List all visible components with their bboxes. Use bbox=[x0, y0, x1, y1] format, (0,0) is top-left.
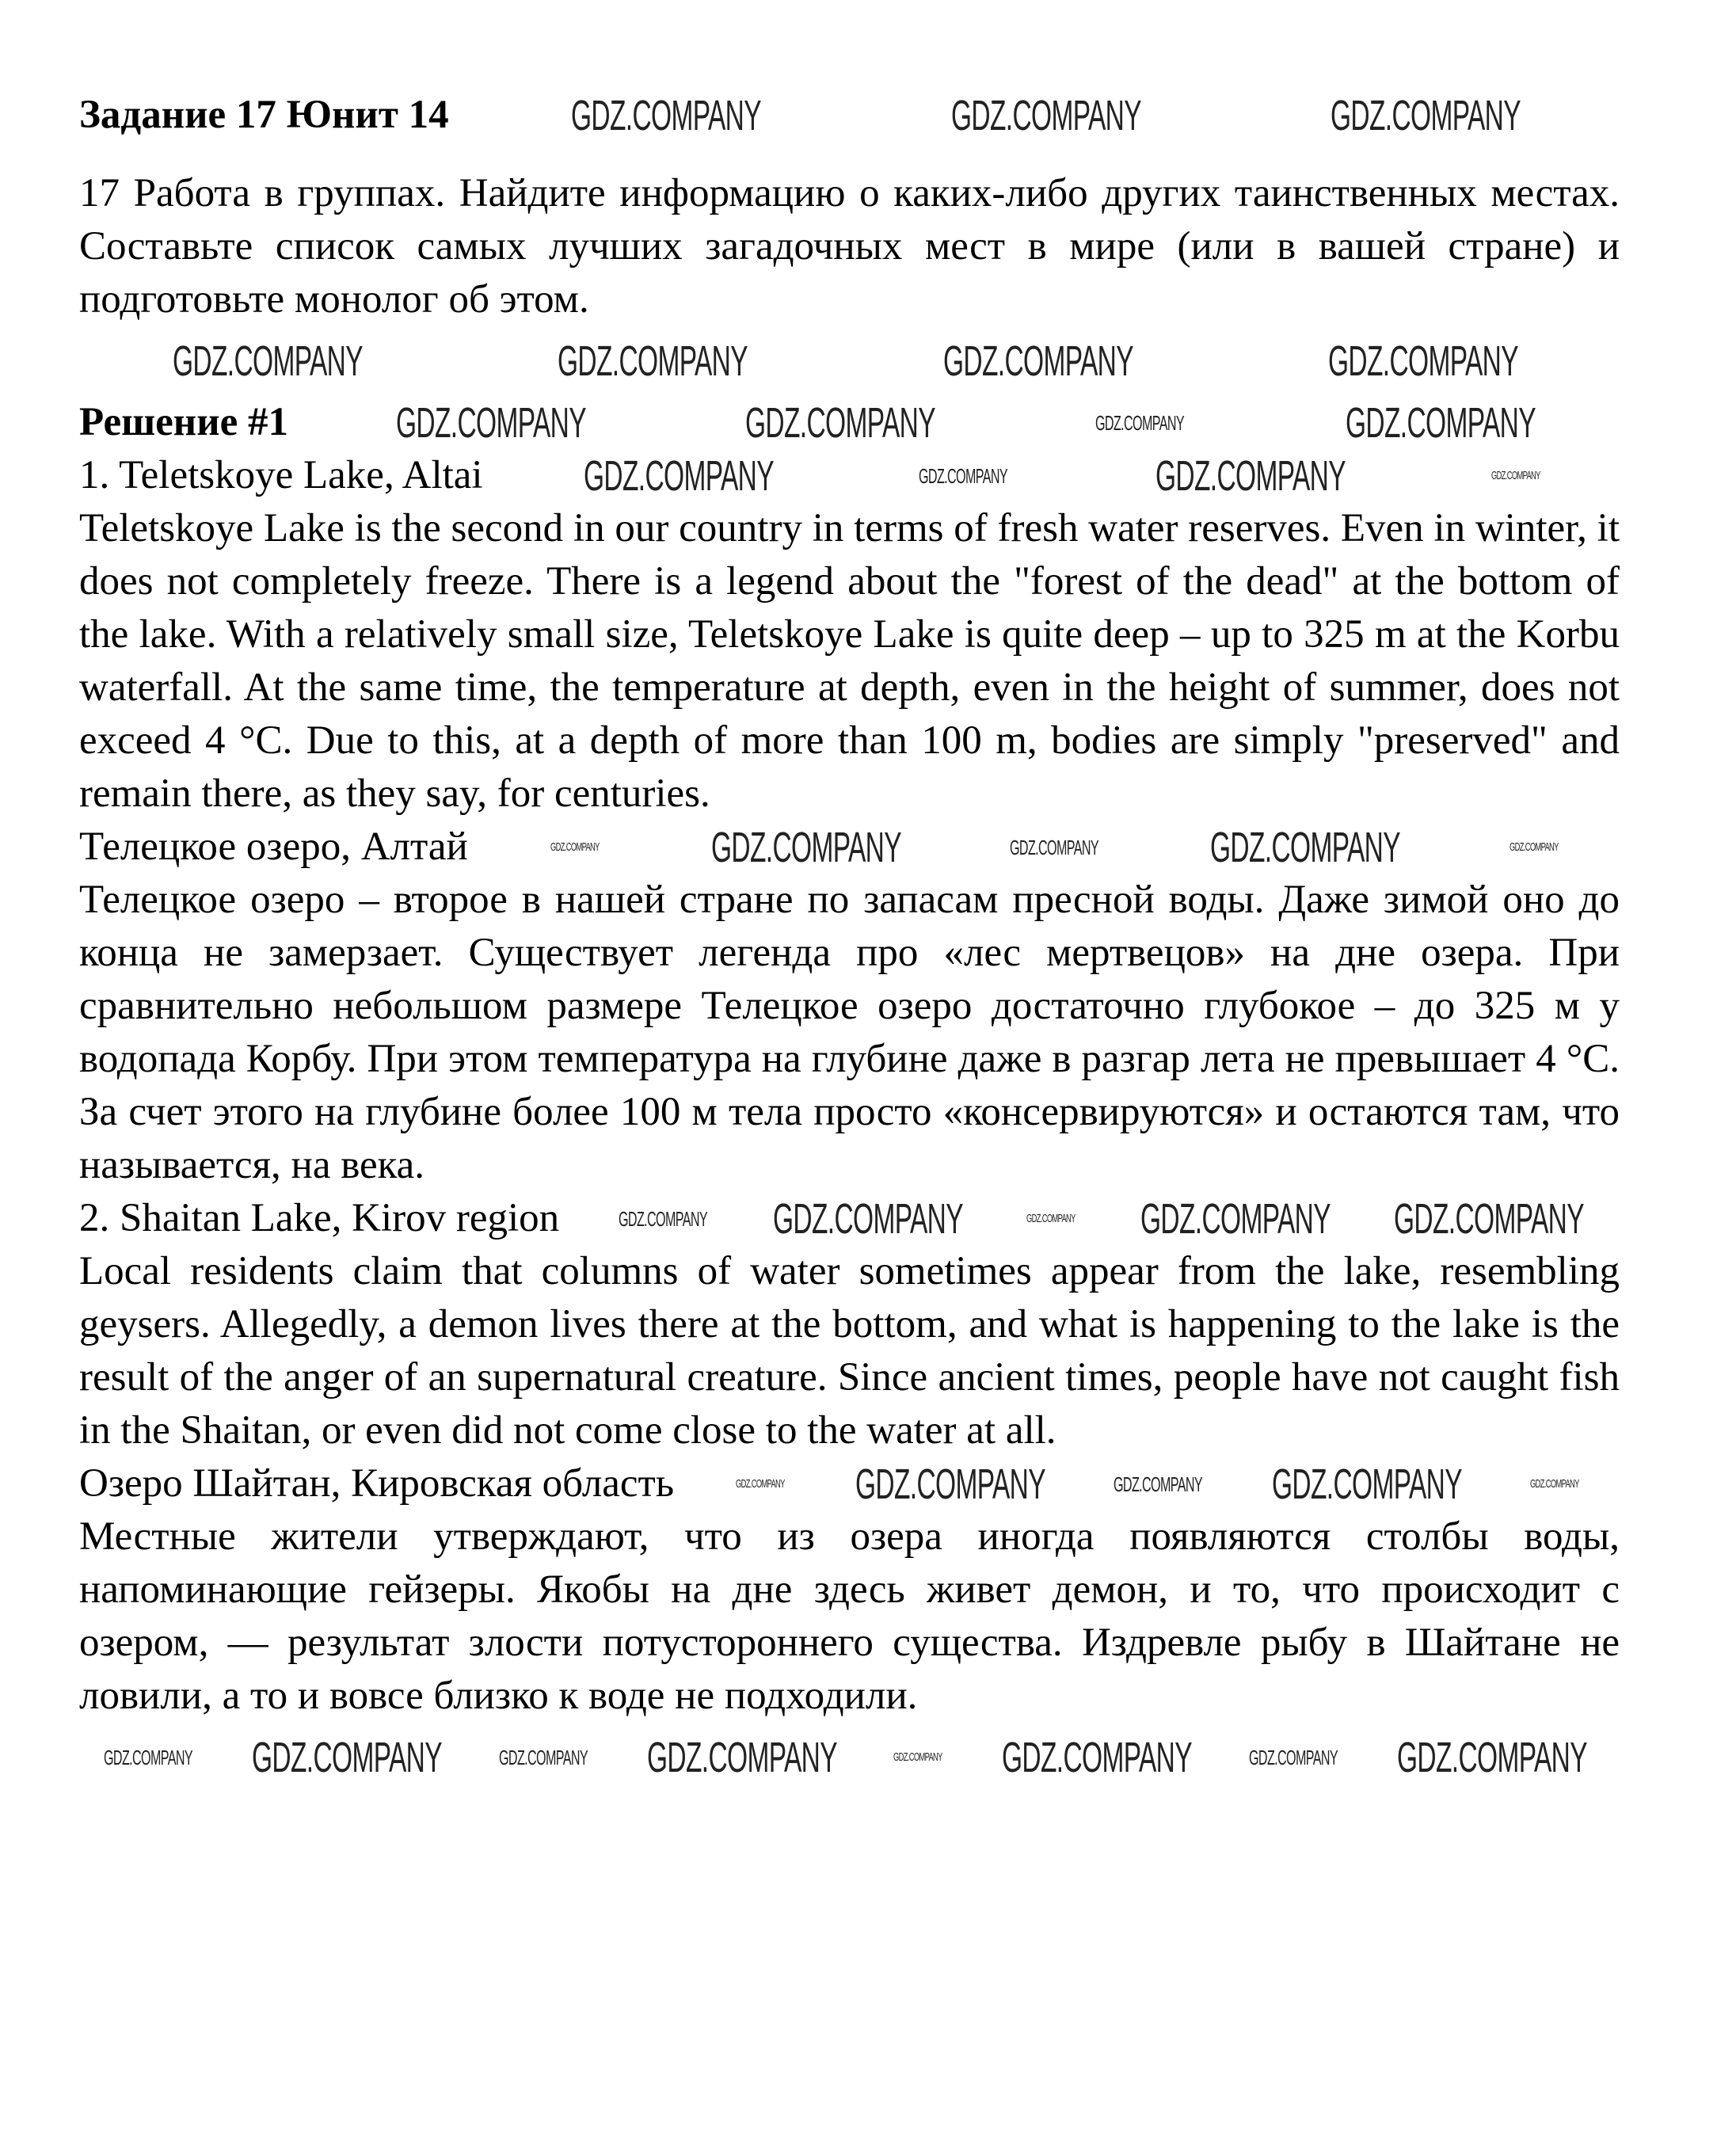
watermark: GDZ.COMPANY bbox=[1002, 1734, 1193, 1781]
watermark: GDZ.COMPANY bbox=[919, 463, 1008, 488]
watermark: GDZ.COMPANY bbox=[1327, 337, 1518, 385]
watermark: GDZ.COMPANY bbox=[1249, 1746, 1338, 1769]
watermark: GDZ.COMPANY bbox=[1491, 468, 1540, 482]
watermark: GDZ.COMPANY bbox=[550, 840, 600, 854]
watermark: GDZ.COMPANY bbox=[1331, 91, 1521, 139]
item-2-text-en: Local residents claim that columns of water sometimes appear from the lake, resembling geysers. Allegedly, a demon lives there at the bottom, and what is happening to the lake is the result of the anger of an supernatural creature. Since ancient times, people have not caught fish in the Shaitan, or even did not come close to the water at all. bbox=[79, 1249, 1620, 1453]
watermark: GDZ.COMPANY bbox=[583, 451, 774, 500]
watermark: GDZ.COMPANY bbox=[1509, 840, 1559, 854]
watermark-group bbox=[288, 399, 1620, 447]
watermark: GDZ.COMPANY bbox=[1530, 1476, 1579, 1491]
solution-title: Решение #1 bbox=[79, 400, 288, 444]
watermark: GDZ.COMPANY bbox=[855, 1460, 1045, 1508]
task-text: 17 Работа в группах. Найдите информацию о каких-либо других таинственных местах. Составьте список самых лучших загадочных мест в мире (или в вашей стране) и подготовьте монолог об этом. bbox=[79, 171, 1620, 322]
watermark-group bbox=[79, 326, 1620, 396]
watermark: GDZ.COMPANY bbox=[893, 1750, 943, 1764]
title-row bbox=[79, 89, 1620, 142]
watermark: GDZ.COMPANY bbox=[942, 337, 1133, 385]
watermark: GDZ.COMPANY bbox=[735, 1476, 785, 1491]
item-2-heading-ru: Озеро Шайтан, Кировская область bbox=[79, 1461, 675, 1506]
watermark: GDZ.COMPANY bbox=[395, 398, 586, 447]
watermark: GDZ.COMPANY bbox=[1346, 398, 1536, 447]
document bbox=[79, 89, 1620, 1792]
watermark: GDZ.COMPANY bbox=[1210, 823, 1401, 871]
watermark: GDZ.COMPANY bbox=[646, 1734, 837, 1781]
watermark: GDZ.COMPANY bbox=[710, 823, 901, 871]
watermark: GDZ.COMPANY bbox=[1394, 1194, 1585, 1243]
watermark: GDZ.COMPANY bbox=[1010, 835, 1099, 859]
watermark: GDZ.COMPANY bbox=[1095, 410, 1184, 435]
watermark: GDZ.COMPANY bbox=[1026, 1211, 1075, 1225]
item-2-heading-en-row bbox=[79, 1192, 1620, 1245]
watermark-group bbox=[559, 1195, 1620, 1243]
watermark: GDZ.COMPANY bbox=[103, 1746, 192, 1769]
watermark: GDZ.COMPANY bbox=[745, 398, 936, 447]
item-1-text-en: Teletskoye Lake is the second in our country in terms of fresh water reserves. Even in winter, it does not completely freeze. There is a legend about the "forest of the dead" at the bottom of the lake. With a relatively small size, Teletskoye Lake is quite deep – up to 325 m at the Korbu waterfall. At the same time, the temperature at depth, even in the height of summer, does not exceed 4 °C. Due to this, at a depth of more than 100 m, bodies are simply "preserved" and remain there, as they say, for centuries. bbox=[79, 506, 1620, 816]
watermark-group bbox=[674, 1461, 1620, 1508]
watermark: GDZ.COMPANY bbox=[173, 337, 364, 385]
watermark: GDZ.COMPANY bbox=[950, 91, 1141, 139]
watermark: GDZ.COMPANY bbox=[571, 91, 762, 139]
watermark-group bbox=[449, 92, 1620, 139]
watermark: GDZ.COMPANY bbox=[1272, 1460, 1463, 1508]
watermark: GDZ.COMPANY bbox=[772, 1194, 963, 1243]
item-2-heading-en: 2. Shaitan Lake, Kirov region bbox=[79, 1196, 560, 1240]
watermark-group bbox=[483, 452, 1620, 500]
watermark: GDZ.COMPANY bbox=[1113, 1472, 1202, 1496]
item-1-heading-ru-row bbox=[79, 821, 1620, 874]
solution-title-row bbox=[79, 396, 1620, 449]
item-1-text-ru: Телецкое озеро – второе в нашей стране по запасам пресной воды. Даже зимой оно до конца не замерзает. Существует легенда про «лес мертвецов» на дне озера. При сравнительно небольшом размере Телецкое озеро достаточно глубокое – до 325 м у водопада Корбу. При этом температура на глубине даже в разгар лета не превышает 4 °С. За счет этого на глубине более 100 м тела просто «консервируются» и остаются там, что называется, на века. bbox=[79, 878, 1620, 1187]
task-title: Задание 17 Юнит 14 bbox=[79, 93, 449, 137]
watermark: GDZ.COMPANY bbox=[1397, 1734, 1588, 1781]
watermark: GDZ.COMPANY bbox=[251, 1734, 442, 1781]
watermark: GDZ.COMPANY bbox=[498, 1746, 588, 1769]
item-1-heading-en-row bbox=[79, 449, 1620, 502]
watermark-group bbox=[79, 1723, 1620, 1792]
item-2-text-ru: Местные жители утверждают, что из озера иногда появляются столбы воды, напоминающие гейзеры. Якобы на дне здесь живет демон, и то, что происходит с озером, — результат злости потустороннего существа. Издревле рыбу в Шайтане не ловили, а то и вовсе близко к воде не подходили. bbox=[79, 1514, 1620, 1718]
watermark: GDZ.COMPANY bbox=[1155, 451, 1346, 500]
item-1-heading-ru: Телецкое озеро, Алтай bbox=[79, 825, 468, 869]
watermark: GDZ.COMPANY bbox=[1140, 1194, 1331, 1243]
item-2-heading-ru-row bbox=[79, 1457, 1620, 1510]
item-1-heading-en: 1. Teletskoye Lake, Altai bbox=[79, 453, 483, 497]
watermark: GDZ.COMPANY bbox=[558, 337, 748, 385]
watermark-group bbox=[468, 824, 1620, 871]
watermark: GDZ.COMPANY bbox=[619, 1206, 708, 1231]
